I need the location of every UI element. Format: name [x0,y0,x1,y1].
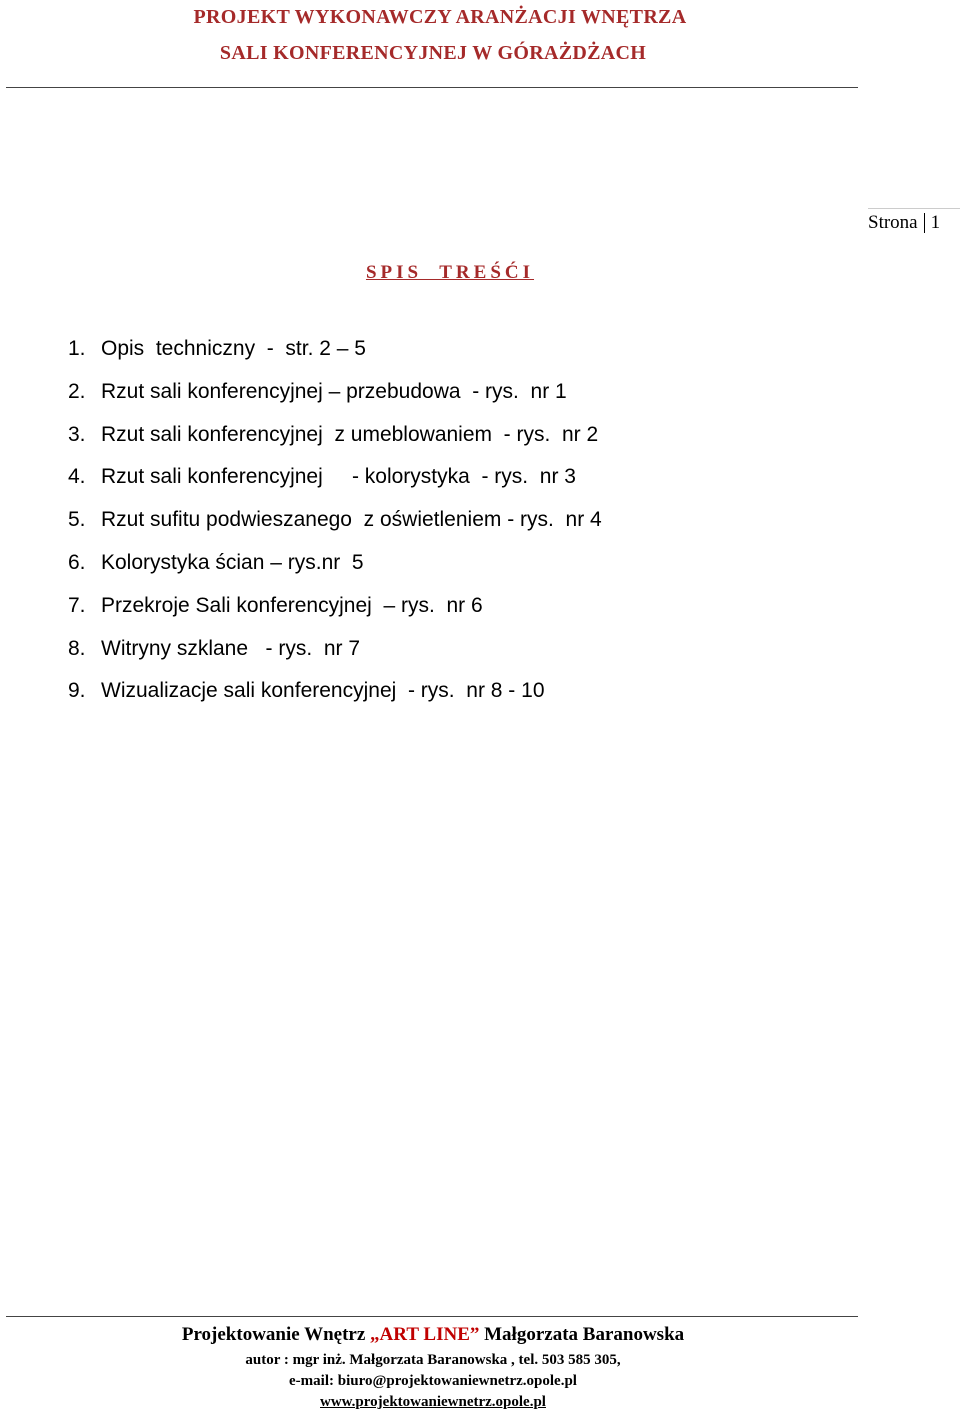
toc-item [68,633,602,676]
toc-item-number: 6. [68,550,86,574]
footer-company-prefix: Projektowanie Wnętrz [181,1324,371,1345]
footer-brand: „ART LINE” [370,1324,480,1345]
toc-item [68,461,602,504]
toc-item [68,675,602,718]
toc-item-number: 1. [68,337,86,360]
header-title-line1: PROJEKT WYKONAWCZY ARANŻACJI WNĘTRZA [193,6,687,28]
toc-item-text: Rzut sali konferencyjnej - kolorystyka - rys. nr 3 [101,465,576,489]
header-divider [6,87,858,88]
page-label: Strona [868,212,918,233]
toc-item-number: 2. [68,379,86,403]
toc-item [68,547,602,590]
toc-item-number: 7. [68,593,86,617]
toc-item-text: Wizualizacje sali konferencyjnej - rys. nr 8 - 10 [101,679,545,703]
toc-item-text: Przekroje Sali konferencyjnej – rys. nr 6 [101,593,483,617]
toc-item [68,376,602,419]
footer-author: autor : mgr inż. Małgorzata Baranowska , tel. 503 585 305, [245,1352,621,1368]
toc-item-number: 9. [68,679,86,703]
toc-item-text: Rzut sufitu podwieszanego z oświetleniem - rys. nr 4 [101,508,602,532]
toc-item-text: Rzut sali konferencyjnej z umeblowaniem - rys. nr 2 [101,422,599,446]
header-title-line2: SALI KONFERENCYJNEJ W GÓRAŻDŻACH [219,42,647,64]
toc-title: SPIS TREŚĆI [365,262,535,283]
page-number [868,208,960,237]
toc-item-text: Opis techniczny - str. 2 – 5 [101,337,366,360]
toc-item-text: Rzut sali konferencyjnej – przebudowa - rys. nr 1 [101,379,567,403]
toc-item [68,333,602,376]
toc-item-number: 3. [68,422,86,446]
toc-item [68,590,602,633]
document-footer [0,1320,866,1413]
page-number-value: 1 [930,212,941,233]
footer-email: e-mail: biuro@projektowaniewnetrz.opole.pl [289,1373,577,1389]
footer-divider [6,1316,858,1317]
toc-item-number: 5. [68,508,86,532]
toc-item-number: 8. [68,636,86,660]
toc-item-number: 4. [68,465,86,489]
toc-item-text: Witryny szklane - rys. nr 7 [101,636,361,660]
page-number-separator [924,213,925,233]
footer-company [0,1320,866,1350]
toc-item [68,504,602,547]
toc-item-text: Kolorystyka ścian – rys.nr 5 [101,550,364,574]
toc-list [68,333,602,718]
footer-company-suffix: Małgorzata Baranowska [479,1324,685,1345]
footer-website-link[interactable]: www.projektowaniewnetrz.opole.pl [320,1394,546,1410]
toc-item [68,419,602,462]
